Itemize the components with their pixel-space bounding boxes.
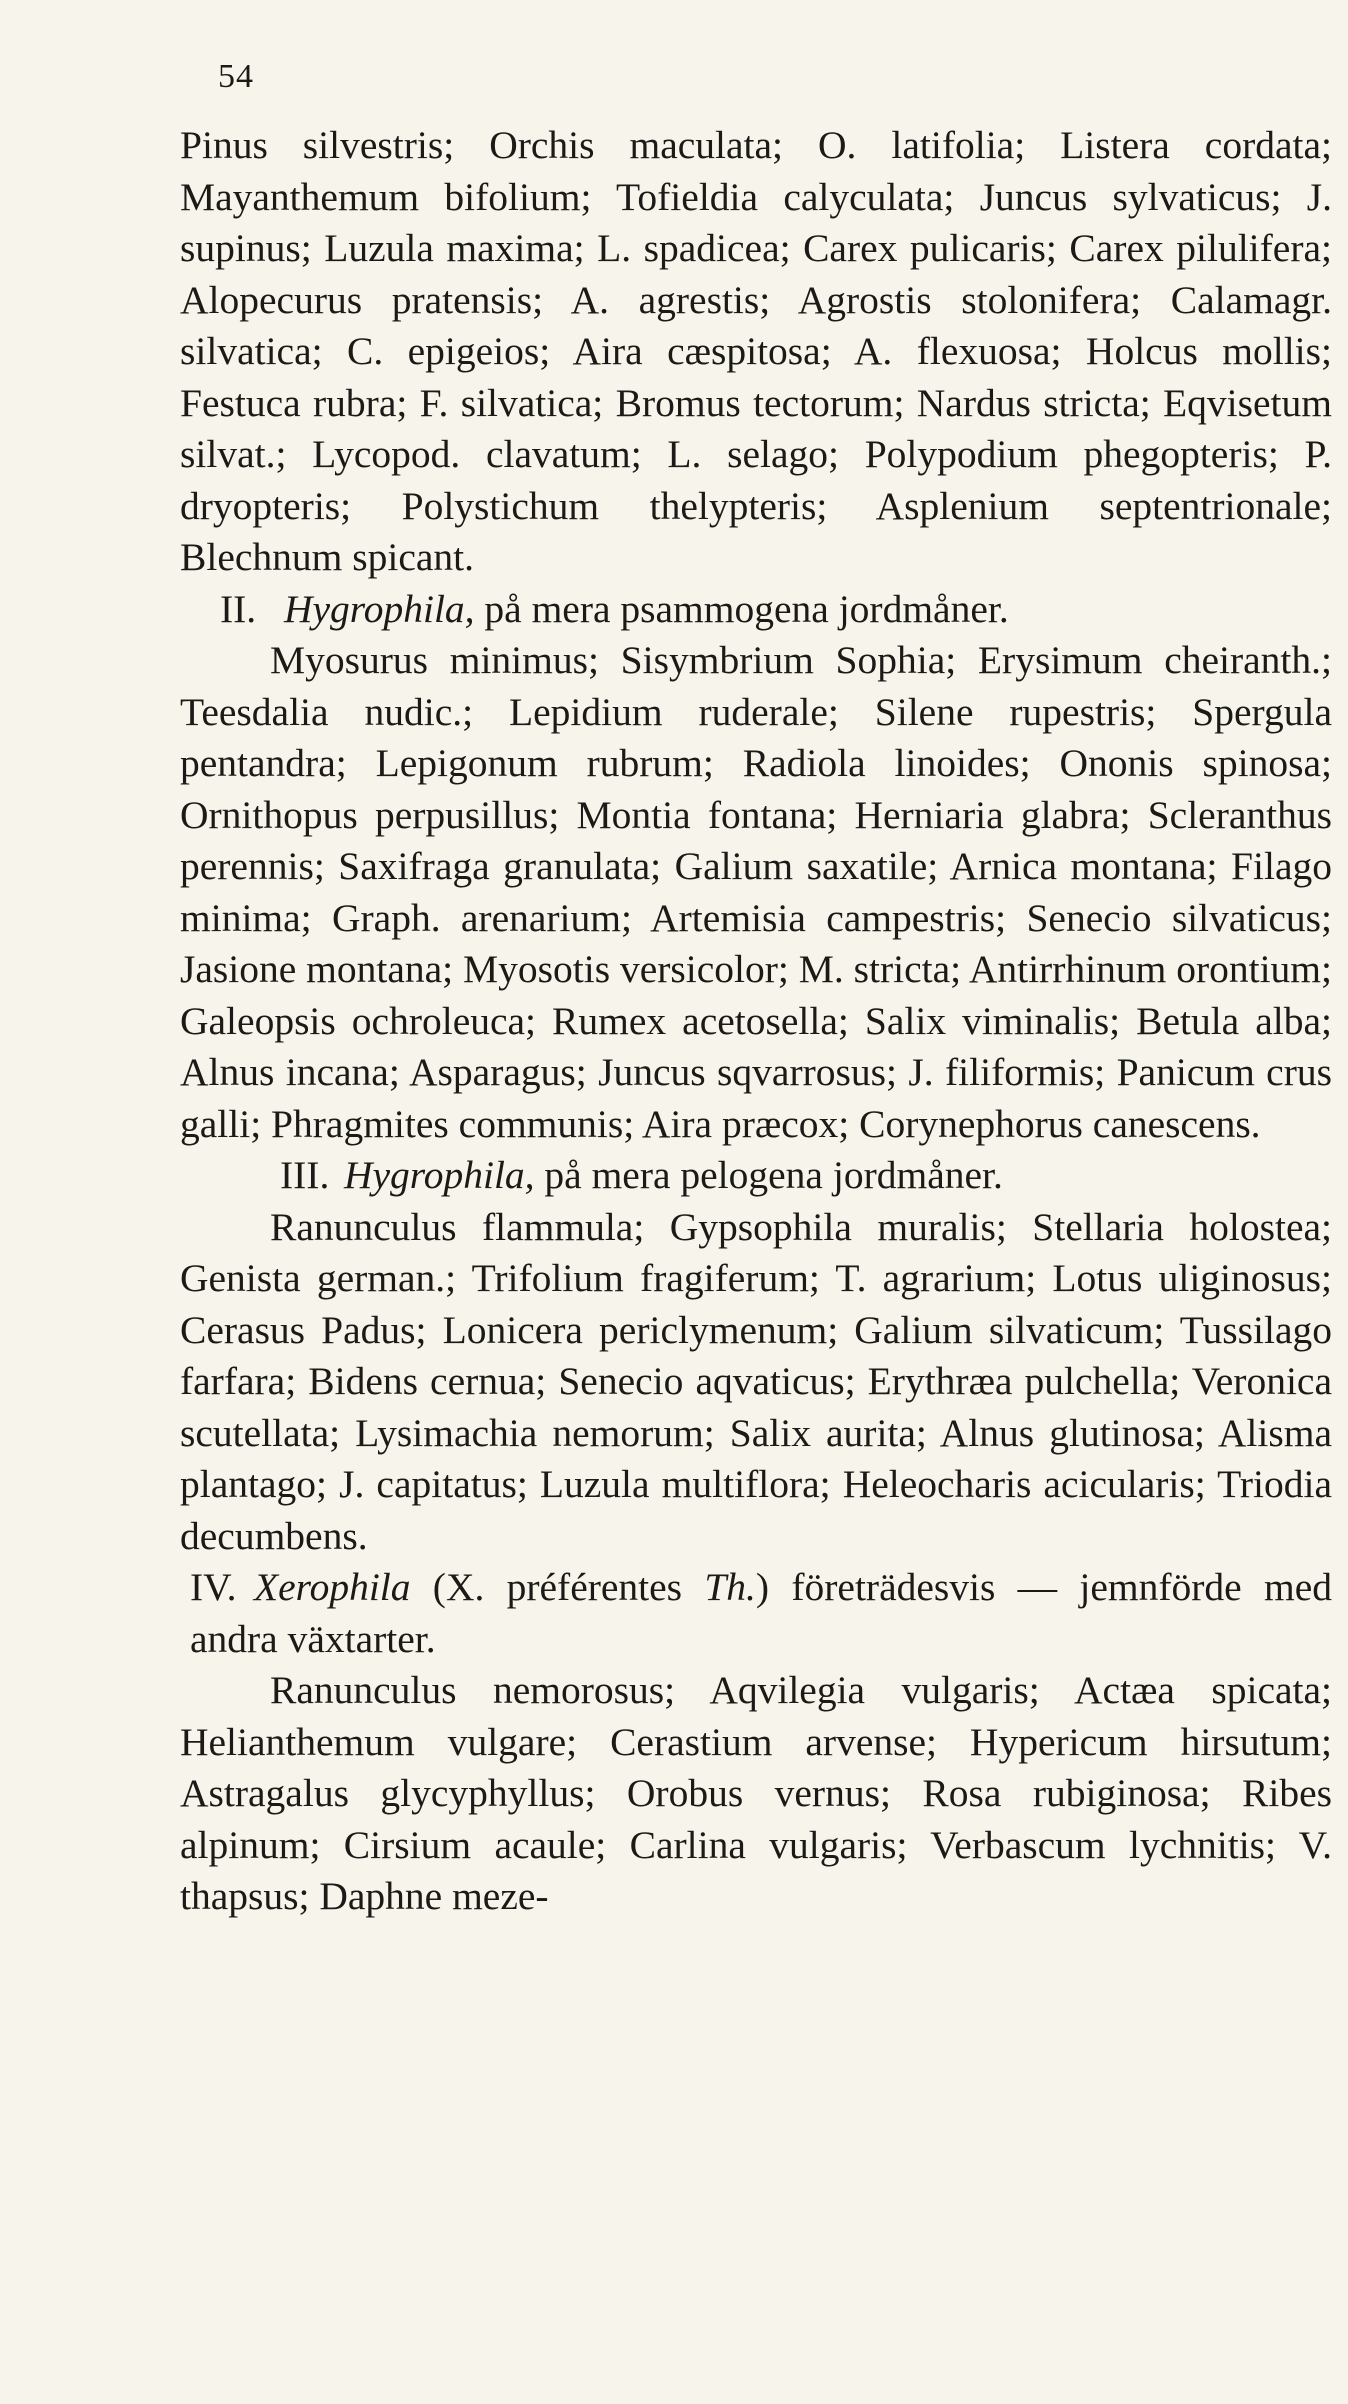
section-heading-II [180,584,1332,636]
section-term: Hygrophila, [344,1153,535,1197]
section-number: III. [280,1153,330,1197]
section-number: IV. [190,1565,237,1609]
species-list-paragraph-3: Ranunculus flammula; Gypsophila muralis; Stellaria holostea; Genista german.; Trifolium fragiferum; T. agrarium; Lotus uliginosus; Cerasus Padus; Lonicera periclymenum; Galium silvaticum; Tussilago farfara; Bidens cernua; Senecio aqvaticus; Erythræa pulchella; Veronica scutellata; Lysimachia nemorum; Salix aurita; Alnus glutinosa; Alisma plantago; J. capitatus; Luzula multiflora; Heleocharis acicularis; Triodia decumbens. [180,1204,1332,1558]
section-term: Xerophila [254,1565,411,1609]
section-description: på mera pelogena jordmåner. [534,1153,1003,1197]
section-number: II. [220,586,257,631]
species-list-paragraph-4: Ranunculus nemorosus; Aqvilegia vulgaris; Actæa spicata; Helianthemum vulgare; Cerastium arvense; Hypericum hirsutum; Astragalus glycyphyllus; Orobus vernus; Rosa rubiginosa; Ribes alpinum; Cirsium acaule; Carlina vulgaris; Verbascum lychnitis; V. thapsus; Daphne meze- [180,1668,1332,1918]
section-qualifier-author: Th. [704,1565,756,1609]
section-term: Hygrophila, [284,586,475,631]
page-body [180,120,1332,1923]
section-qualifier-open: (X. préférentes [410,1565,705,1609]
section-description: på mera psammogena jordmåner. [474,586,1009,631]
section-heading-III [180,1150,1332,1202]
section-heading-IV [180,1562,1332,1665]
section-qualifier-close: ) [755,1565,770,1609]
section-description: företrädesvis — jemnförde med andra växtarter. [190,1565,1332,1661]
page-number: 54 [218,58,254,95]
species-list-paragraph-1: Pinus silvestris; Orchis maculata; O. latifolia; Listera cordata; Mayanthemum bifolium; Tofieldia calyculata; Juncus sylvaticus; J. supinus; Luzula maxima; L. spadicea; Carex pulicaris; Carex pilulifera; Alopecurus pratensis; A. agrestis; Agrostis stolonifera; Calamagr. silvatica; C. epigeios; Aira cæspitosa; A. flexuosa; Holcus mollis; Festuca rubra; F. silvatica; Bromus tectorum; Nardus stricta; Eqvisetum silvat.; Lycopod. clavatum; L. selago; Polypodium phegopteris; P. dryopteris; Polystichum thelypteris; Asplenium septentrionale; Blechnum spicant. [180,123,1332,579]
species-list-paragraph-2: Myosurus minimus; Sisymbrium Sophia; Erysimum cheiranth.; Teesdalia nudic.; Lepidium ruderale; Silene rupestris; Spergula pentandra; Lepigonum rubrum; Radiola linoides; Ononis spinosa; Ornithopus perpusillus; Montia fontana; Herniaria glabra; Scleranthus perennis; Saxifraga granulata; Galium saxatile; Arnica montana; Filago minima; Graph. arenarium; Artemisia campestris; Senecio silvaticus; Jasione montana; Myosotis versicolor; M. stricta; Antirrhinum orontium; Galeopsis ochroleuca; Rumex acetosella; Salix viminalis; Betula alba; Alnus incana; Asparagus; Juncus sqvarrosus; J. filiformis; Panicum crus galli; Phragmites communis; Aira præcox; Corynephorus canescens. [180,638,1332,1146]
